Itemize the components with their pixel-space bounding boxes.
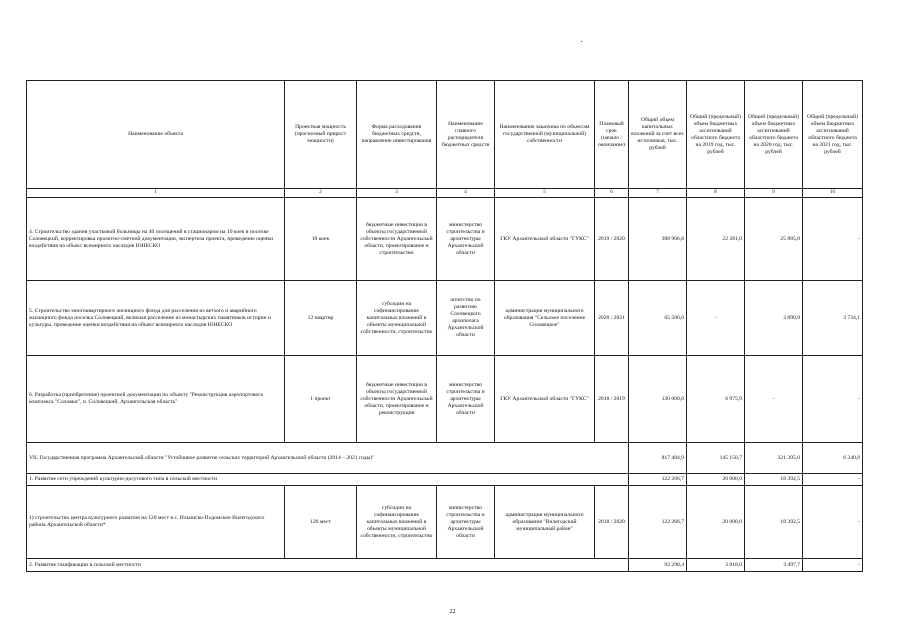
budget-2020: 3 497,7: [745, 559, 803, 572]
budget-2021: -: [803, 559, 863, 572]
program-name: VII. Государственная программа Архангельской области "Устойчивое развитие сельских территорий Архангельской области (2014 – 2021 годы)": [27, 443, 629, 474]
scan-speck: [581, 41, 582, 42]
header-total-investment: Общий объем капитальных вложений за счет всех источников, тыс. рублей: [629, 81, 687, 189]
budget-2020: 25 885,0: [745, 198, 803, 281]
section-name: 1. Развитие сети учреждений культурно-досугового типа в сельской местности: [27, 474, 629, 486]
term: 2018 / 2019: [595, 356, 629, 443]
total-investment: 65 506,0: [629, 281, 687, 356]
total-investment: 122 266,7: [629, 486, 687, 559]
capacity: 10 коек: [285, 198, 357, 281]
spending-form: бюджетные инвестиции в объекты государственной собственности Архангельской области, проектирование и строительство: [357, 198, 437, 281]
total-investment: 92 298,4: [629, 559, 687, 572]
budget-2021: 6 340,8: [803, 443, 863, 474]
column-number: 10: [803, 189, 863, 198]
budget-manager: министерство строительства и архитектуры Архангельской области: [437, 356, 495, 443]
term: 2019 / 2020: [595, 198, 629, 281]
spending-form: бюджетные инвестиции в объекты государственной собственности Архангельской области, проектирование и реконструкция: [357, 356, 437, 443]
investment-table: [26, 80, 863, 572]
spending-form: субсидии на софинансирование капитальных вложений в объекты муниципальной собственности, строительство: [357, 486, 437, 559]
total-investment: 122 266,7: [629, 474, 687, 486]
header-budget-2021: Общий (предельный) объем бюджетных ассигнований областного бюджета на 2021 год, тыс. рублей: [803, 81, 863, 189]
budget-manager: министерство строительства и архитектуры Архангельской области: [437, 486, 495, 559]
column-number: 7: [629, 189, 687, 198]
customer: ГКУ Архангельской области "ГУКС": [495, 356, 595, 443]
table-row-program: [27, 443, 863, 474]
budget-2021: 3 734,1: [803, 281, 863, 356]
budget-manager: агентство по развитию Соловецкого архипелага Архангельской области: [437, 281, 495, 356]
section-name: 2. Развитие газификации в сельской местности: [27, 559, 629, 572]
budget-2019: 22 281,0: [687, 198, 745, 281]
capacity: 12 квартир: [285, 281, 357, 356]
term: 2018 / 2020: [595, 486, 629, 559]
header-budget-2020: Общий (предельный) объем бюджетных ассигнований областного бюджета на 2020 год, тыс. рублей: [745, 81, 803, 189]
object-name: 6. Разработка (приобретение) проектной документации по объекту "Реконструкция аэропортового комплекса "Соловки", п. Соловецкий, Архангельская область": [27, 356, 285, 443]
budget-2020: 321 395,0: [745, 443, 803, 474]
budget-2021: -: [803, 474, 863, 486]
capacity: 120 мест: [285, 486, 357, 559]
budget-2020: 18 392,5: [745, 474, 803, 486]
budget-manager: министерство строительства и архитектуры Архангельской области: [437, 198, 495, 281]
total-investment: 388 906,8: [629, 198, 687, 281]
investment-table-sheet: [26, 80, 862, 572]
column-number: 2: [285, 189, 357, 198]
table-row-housing: [27, 281, 863, 356]
customer: администрация муниципального образования "Сельское поселение Соловецкое": [495, 281, 595, 356]
table-row-hospital: [27, 198, 863, 281]
spending-form: субсидии на софинансирование капитальных вложений в объекты муниципальной собственности, строительство: [357, 281, 437, 356]
budget-2021: -: [803, 486, 863, 559]
page-number: 22: [449, 609, 456, 615]
budget-2019: 20 000,0: [687, 486, 745, 559]
header-budget-manager: Наименование главного распорядителя бюджетных средств: [437, 81, 495, 189]
header-term: Плановый срок (начало / окончание): [595, 81, 629, 189]
table-row-culture-center: [27, 486, 863, 559]
column-number: 8: [687, 189, 745, 198]
column-number: 4: [437, 189, 495, 198]
term: 2020 / 2021: [595, 281, 629, 356]
total-investment: 130 000,0: [629, 356, 687, 443]
column-number: 1: [27, 189, 285, 198]
table-row-airport: [27, 356, 863, 443]
object-name: 4. Строительство здания участковой больницы на 40 посещений в стационаром на 10 коек в поселке Соловецкий, корректировка проектно-сметной документации, экспертиза проекта, проведение оценки воздействия на объект всемирного наследия ЮНЕСКО: [27, 198, 285, 281]
header-row: [27, 81, 863, 189]
total-investment: 817 484,9: [629, 443, 687, 474]
budget-2020: 3 890,9: [745, 281, 803, 356]
header-spending-form: Форма расходования бюджетных средств, направление инвестирования: [357, 81, 437, 189]
table-row-section-culture: [27, 474, 863, 486]
column-number: 3: [357, 189, 437, 198]
column-number: 5: [495, 189, 595, 198]
header-object-name: Наименование объекта: [27, 81, 285, 189]
budget-2019: 3 018,0: [687, 559, 745, 572]
customer: ГКУ Архангельской области "ГУКС": [495, 198, 595, 281]
object-name: 1) строительство центра культурного развития на 120 мест в с. Ильинско-Подомское Вилегодского района Архангельской области*: [27, 486, 285, 559]
budget-2019: -: [687, 281, 745, 356]
budget-2020: 18 392,5: [745, 486, 803, 559]
header-budget-2019: Общий (предельный) объем бюджетных ассигнований областного бюджета на 2019 год, тыс. рублей: [687, 81, 745, 189]
customer: администрация муниципального образования "Вилегодский муниципальный район": [495, 486, 595, 559]
column-number: 9: [745, 189, 803, 198]
capacity: 1 проект: [285, 356, 357, 443]
table-row-section-gas: [27, 559, 863, 572]
budget-2021: -: [803, 356, 863, 443]
object-name: 5. Строительство многоквартирного жилищного фонда для расселения из ветхого и аварийного жилищного фонда поселка Соловецкий, включая расселение из монастырских памятников истории и культуры, проведение оценки воздействия на объект всемирного наследия ЮНЕСКО: [27, 281, 285, 356]
budget-2019: 20 000,0: [687, 474, 745, 486]
budget-2021: -: [803, 198, 863, 281]
column-number: 6: [595, 189, 629, 198]
budget-2020: -: [745, 356, 803, 443]
budget-2019: 145 150,7: [687, 443, 745, 474]
column-number-row: [27, 189, 863, 198]
header-capacity: Проектная мощность (прогнозный прирост мощности): [285, 81, 357, 189]
budget-2019: 6 975,9: [687, 356, 745, 443]
header-customer: Наименование заказчика по объектам государственной (муниципальной) собственности: [495, 81, 595, 189]
